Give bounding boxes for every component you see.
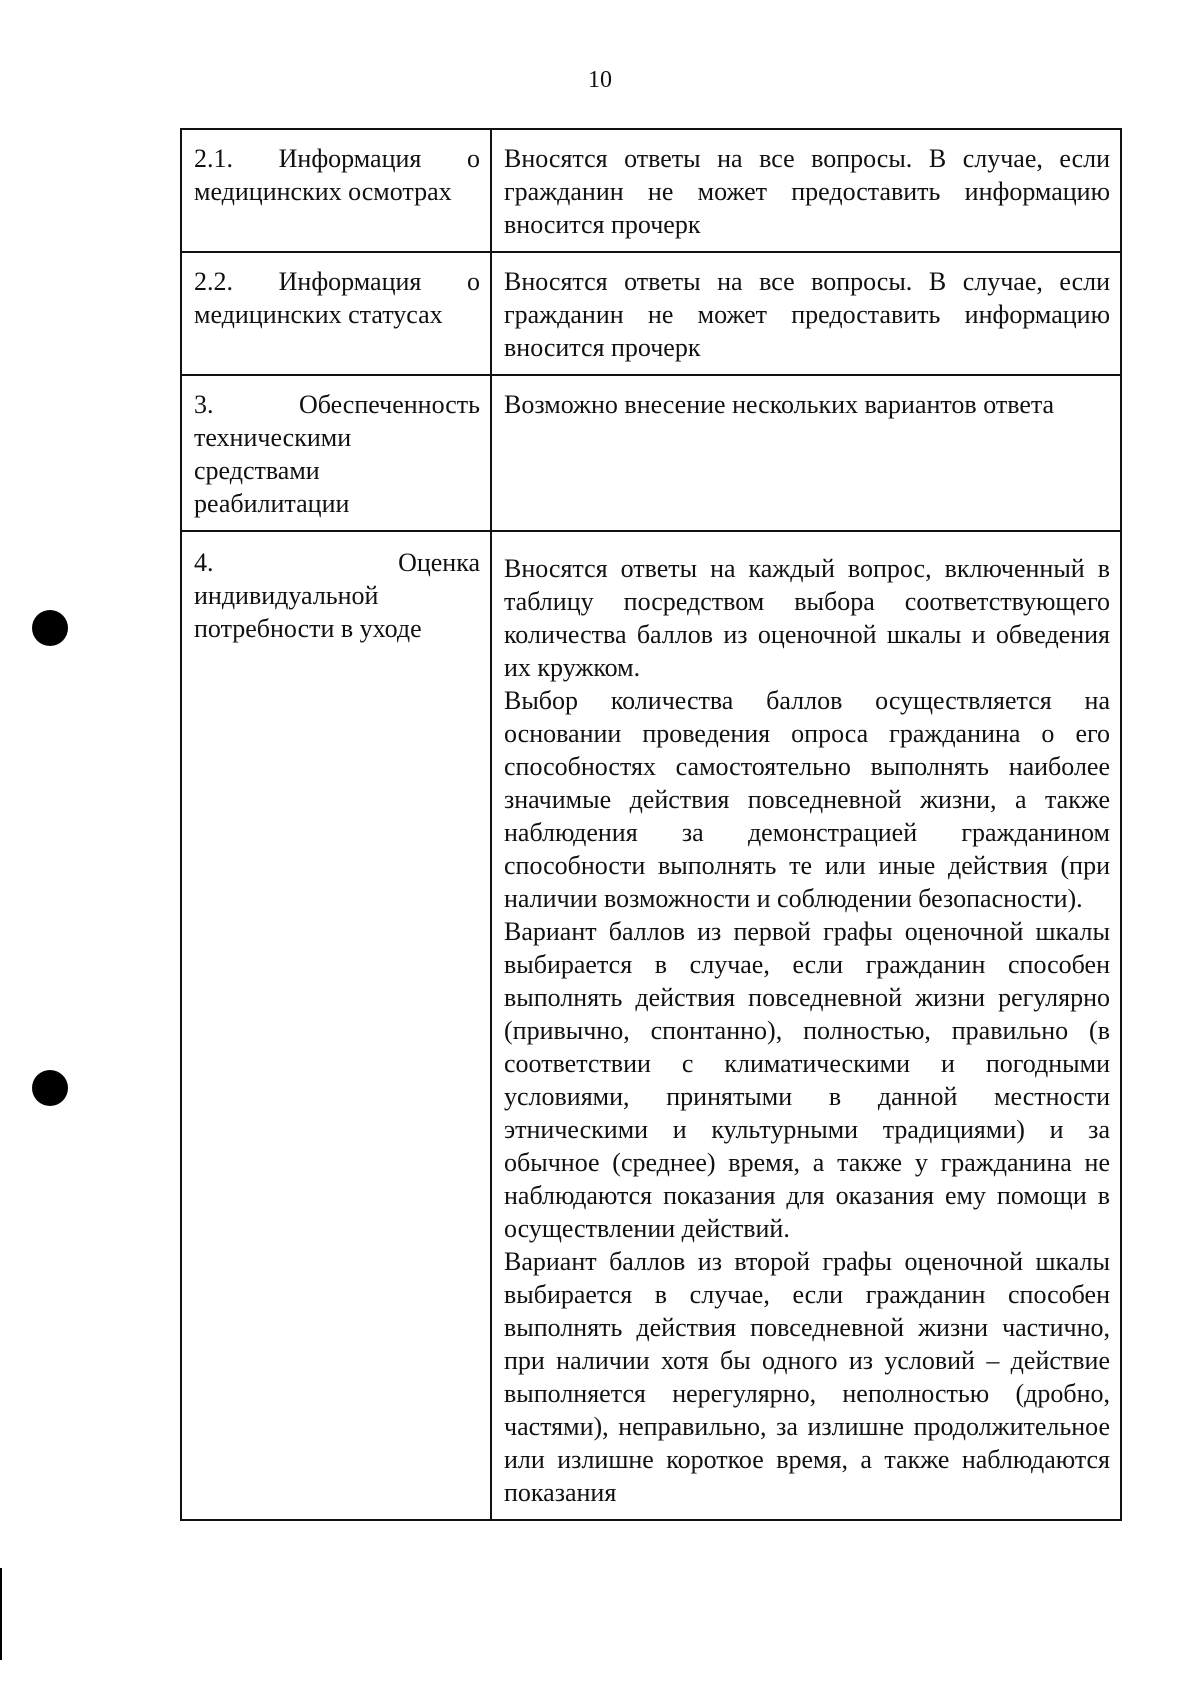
instruction-paragraph: Вносятся ответы на все вопросы. В случае, если гражданин не может предоставить информацию вносится прочерк (504, 267, 1110, 362)
instruction-paragraph: Вносятся ответы на каждый вопрос, включенный в таблицу посредством выбора соответствующего количества баллов из оценочной шкалы и обведения их кружком. (504, 554, 1110, 682)
table-row (181, 531, 1121, 1520)
instruction-paragraph: Выбор количества баллов осуществляется на основании проведения опроса гражданина о его способностях самостоятельно выполнять наиболее значимые действия повседневной жизни, а также наблюдения за демонстрацией гражданином способности выполнять те или иные действия (при наличии возможности и соблюдении безопасности). (504, 686, 1110, 913)
instruction-paragraph: Вариант баллов из первой графы оценочной шкалы выбирается в случае, если гражданин способен выполнять действия повседневной жизни регулярно (привычно, спонтанно), полностью, правильно (в соответствии с климатическими и погодными условиями, принятыми в данной местности этническими и культурными традициями) и за обычное (среднее) время, а также у гражданина не наблюдаются показания для оказания ему помощи в осуществлении действий. (504, 917, 1110, 1243)
section-title-cell (181, 252, 491, 375)
binding-edge-mark (0, 1568, 2, 1660)
section-title: 4. Оценка индивидуальной потребности в уходе (194, 548, 480, 643)
table-row (181, 375, 1121, 531)
table-row (181, 252, 1121, 375)
instruction-cell (491, 129, 1121, 252)
instructions-table (180, 128, 1122, 1521)
table-row (181, 129, 1121, 252)
instruction-cell (491, 252, 1121, 375)
punch-hole-top (32, 610, 68, 646)
section-title-cell (181, 531, 491, 1520)
page-number: 10 (588, 67, 612, 93)
section-title-cell (181, 129, 491, 252)
section-title-cell (181, 375, 491, 531)
instruction-cell (491, 531, 1121, 1520)
instruction-paragraph: Вносятся ответы на все вопросы. В случае, если гражданин не может предоставить информацию вносится прочерк (504, 144, 1110, 239)
section-title: 3. Обеспеченность техническими средствами реабилитации (194, 390, 480, 518)
section-title: 2.2. Информация о медицинских статусах (194, 267, 480, 329)
instruction-paragraph: Возможно внесение нескольких вариантов ответа (504, 390, 1055, 419)
instruction-paragraph: Вариант баллов из второй графы оценочной шкалы выбирается в случае, если гражданин способен выполнять действия повседневной жизни частично, при наличии хотя бы одного из условий – действие выполняется нерегулярно, неполностью (дробно, частями), неправильно, за излишне продолжительное или излишне короткое время, а также наблюдаются показания (504, 1247, 1110, 1507)
instruction-cell (491, 375, 1121, 531)
section-title: 2.1. Информация о медицинских осмотрах (194, 144, 480, 206)
punch-hole-bottom (32, 1070, 68, 1106)
